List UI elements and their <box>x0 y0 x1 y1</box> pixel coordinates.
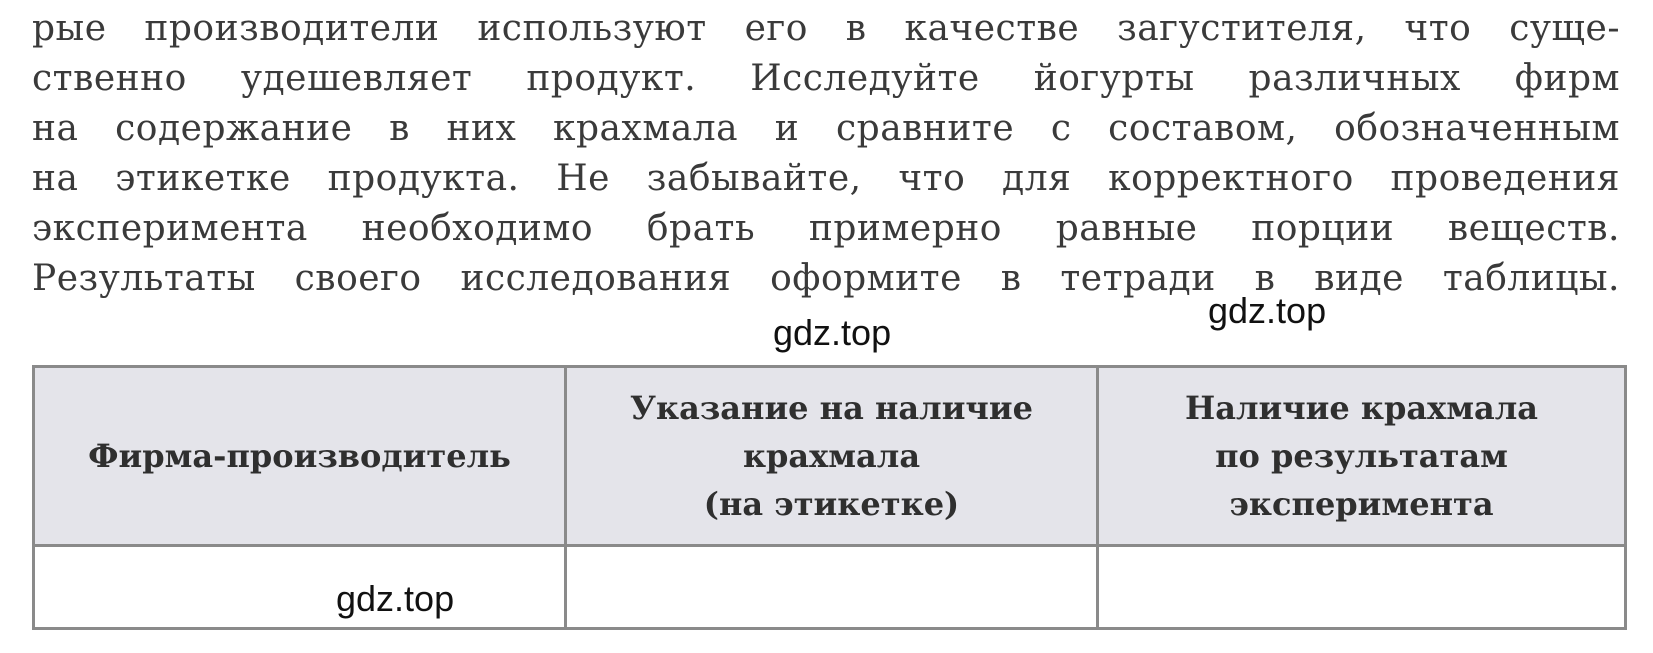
header-line: Указание на наличие <box>630 389 1033 427</box>
table-cell <box>566 546 1098 629</box>
table-cell <box>1098 546 1626 629</box>
header-line: (на этикетке) <box>703 485 960 523</box>
header-line: эксперимента <box>1229 485 1494 523</box>
header-label-indication <box>566 367 1098 546</box>
paragraph-line: эксперимента необходимо брать примерно равные порции веществ. <box>32 208 1620 249</box>
table-row <box>34 546 1626 629</box>
paragraph-line: ственно удешевляет продукт. Исследуйте йогурты различных фирм <box>32 58 1620 99</box>
paragraph-line: на содержание в них крахмала и сравните с составом, обозначенным <box>32 108 1620 149</box>
table-header-row <box>34 367 1626 546</box>
watermark: gdz.top <box>1208 290 1327 331</box>
table-cell <box>34 546 566 629</box>
paragraph-line: Результаты своего исследования оформите в тетради в виде таблицы. <box>32 258 1620 299</box>
header-manufacturer <box>34 367 566 546</box>
paragraph-line: рые производители используют его в качестве загустителя, что суще- <box>32 8 1620 49</box>
paragraph-line: на этикетке продукта. Не забывайте, что для корректного проведения <box>32 158 1620 199</box>
header-line: по результатам <box>1215 437 1508 475</box>
header-experiment-result <box>1098 367 1626 546</box>
results-table <box>32 365 1627 630</box>
header-line: крахмала <box>742 437 921 475</box>
body-paragraph <box>32 4 1632 304</box>
header-line: Фирма-производитель <box>88 437 511 475</box>
watermark: gdz.top <box>773 312 892 353</box>
watermark: gdz.top <box>336 578 455 619</box>
header-line: Наличие крахмала <box>1184 389 1539 427</box>
